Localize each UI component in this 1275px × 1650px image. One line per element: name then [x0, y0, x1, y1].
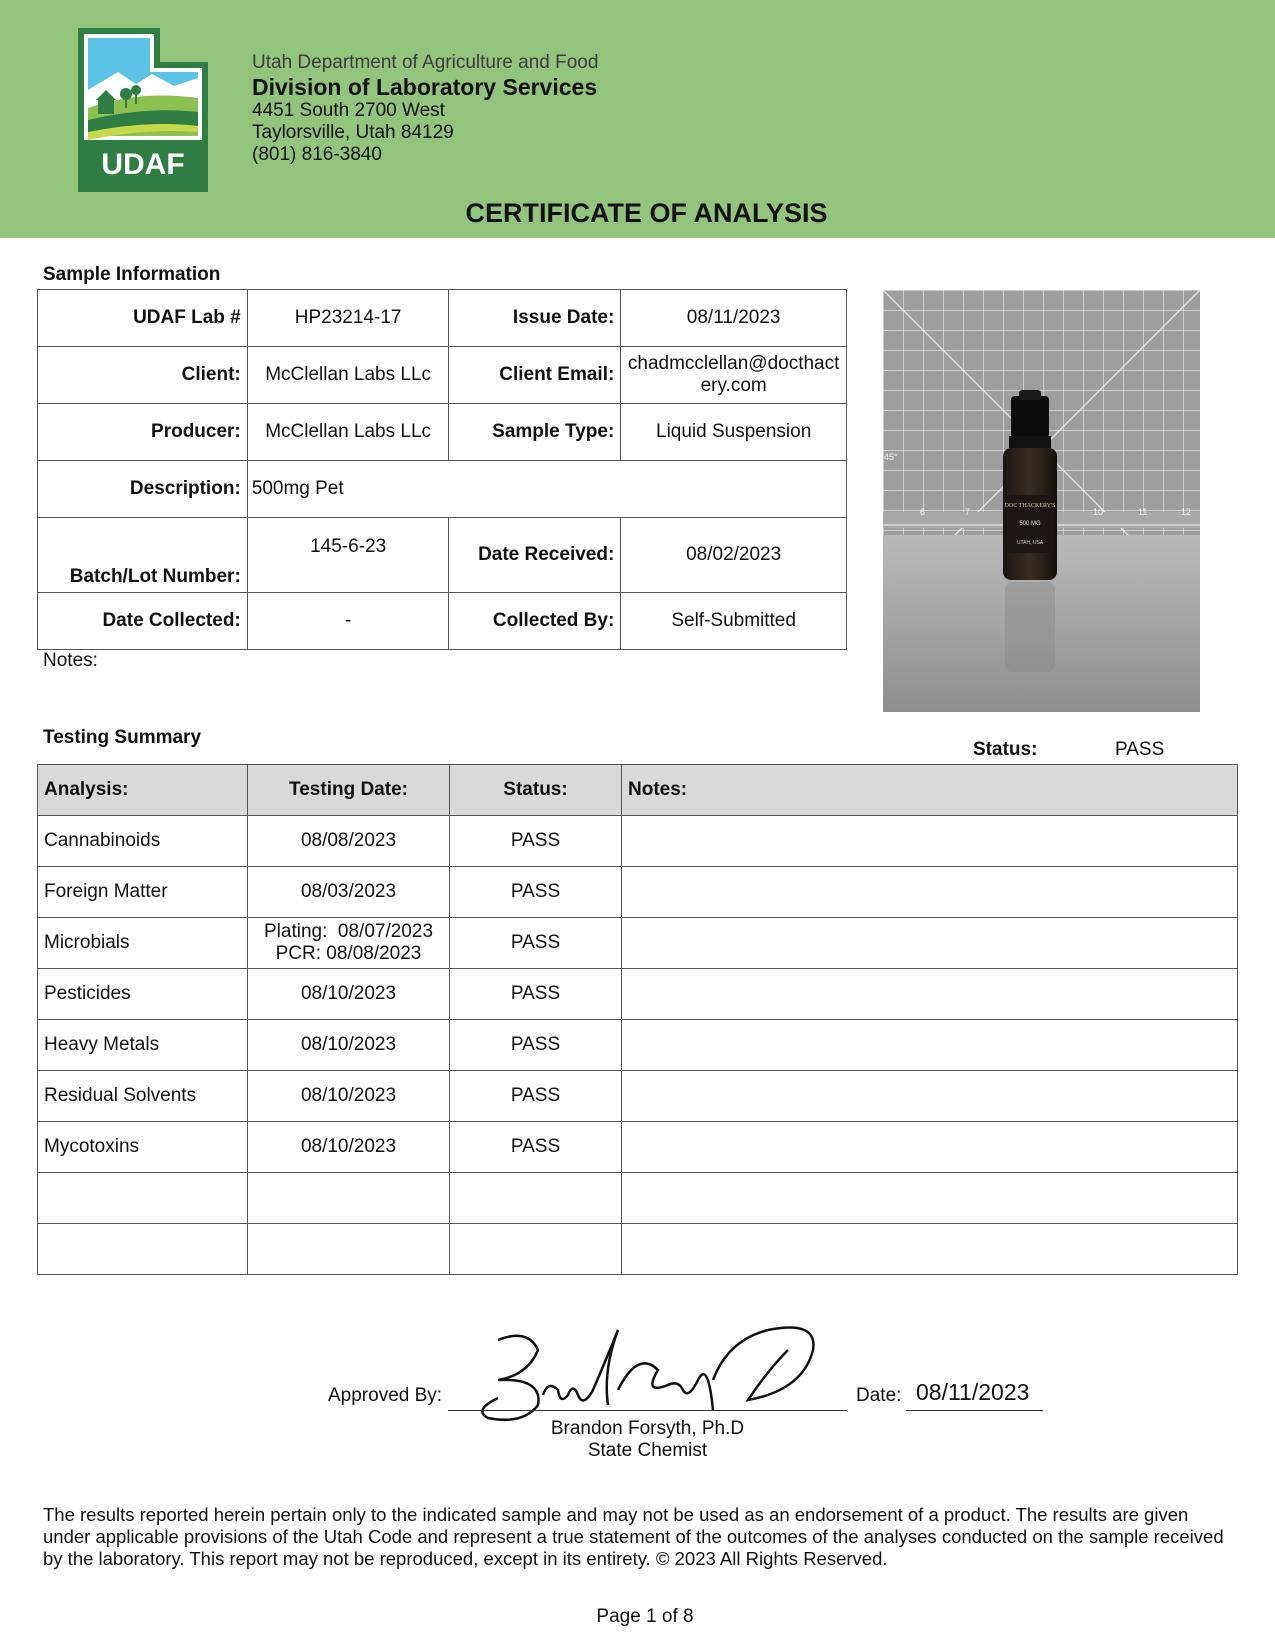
- table-row: [38, 1020, 1238, 1071]
- testing-date: 08/10/2023: [248, 1020, 450, 1071]
- notes-label: Notes:: [43, 650, 98, 671]
- table-row-empty: [38, 1224, 1238, 1275]
- table-row-empty: [38, 1173, 1238, 1224]
- issue-date-value: 08/11/2023: [621, 290, 847, 347]
- analysis-name: Microbials: [38, 918, 248, 969]
- disclaimer-text: The results reported herein pertain only to the indicated sample and may not be used as an endorsement of a product. The results are given under applicable provisions of the Utah Code and represent a true statement of the outcomes of the analyses conducted on the sample received by the laboratory. This report may not be reproduced, except in its entirety. © 2023 All Rights Reserved.: [43, 1504, 1224, 1569]
- sample-type-label: Sample Type:: [449, 404, 621, 461]
- table-row: [38, 1122, 1238, 1173]
- analysis-notes: [622, 918, 1238, 969]
- agency-block: [252, 52, 598, 166]
- approval-date-label: Date:: [856, 1385, 902, 1406]
- issue-date-label: Issue Date:: [449, 290, 621, 347]
- sample-type-value: Liquid Suspension: [621, 404, 847, 461]
- table-row: [38, 969, 1238, 1020]
- info-row-description: [38, 461, 847, 518]
- lab-no-label: UDAF Lab #: [38, 290, 248, 347]
- address-line-2: Taylorsville, Utah 84129: [252, 122, 454, 143]
- overall-status-value: PASS: [1115, 739, 1165, 760]
- testing-date: 08/03/2023: [248, 867, 450, 918]
- address-line-1: 4451 South 2700 West: [252, 100, 445, 121]
- signer-title: State Chemist: [587, 1440, 708, 1461]
- client-email-label: Client Email:: [449, 347, 621, 404]
- approved-by-label: Approved By:: [328, 1385, 443, 1406]
- testing-date: 08/10/2023: [248, 969, 450, 1020]
- analysis-notes: [622, 1122, 1238, 1173]
- testing-date: 08/10/2023: [248, 1071, 450, 1122]
- ruler-number-10: 10: [1093, 507, 1104, 517]
- testing-date: 08/08/2023: [248, 816, 450, 867]
- testing-date: [248, 918, 450, 969]
- lab-no-value: HP23214-17: [247, 290, 449, 347]
- table-row: [38, 867, 1238, 918]
- table-row: [38, 816, 1238, 867]
- bottle-origin: UTAH, USA: [1016, 540, 1044, 546]
- testing-date-plating: Plating: 08/07/2023: [263, 921, 434, 942]
- sample-photo: [883, 290, 1200, 712]
- analysis-name: Pesticides: [38, 969, 248, 1020]
- info-row-producer: [38, 404, 847, 461]
- col-notes-header: Notes:: [622, 765, 1238, 816]
- producer-label: Producer:: [38, 404, 248, 461]
- analysis-notes: [622, 867, 1238, 918]
- analysis-notes: [622, 1020, 1238, 1071]
- collected-by-value: Self-Submitted: [621, 593, 847, 650]
- analysis-status: PASS: [450, 1122, 622, 1173]
- document-title: [0, 198, 1275, 229]
- approval-date-value: 08/11/2023: [906, 1379, 1043, 1411]
- document-title-text: CERTIFICATE OF ANALYSIS: [465, 198, 828, 228]
- analysis-notes: [622, 1071, 1238, 1122]
- producer-value: McClellan Labs LLc: [247, 404, 449, 461]
- analysis-status: PASS: [450, 1071, 622, 1122]
- signer-block: [448, 1418, 847, 1462]
- batch-label: Batch/Lot Number:: [38, 518, 248, 593]
- client-value: McClellan Labs LLc: [247, 347, 449, 404]
- summary-header-row: [38, 765, 1238, 816]
- table-row: [38, 918, 1238, 969]
- analysis-status: PASS: [450, 816, 622, 867]
- info-row-client: [38, 347, 847, 404]
- info-row-collected: [38, 593, 847, 650]
- col-analysis-header: Analysis:: [38, 765, 248, 816]
- logo-text: UDAF: [101, 148, 185, 181]
- analysis-status: PASS: [450, 867, 622, 918]
- sample-info-title: Sample Information: [43, 264, 221, 285]
- analysis-name: Residual Solvents: [38, 1071, 248, 1122]
- description-label: Description:: [38, 461, 248, 518]
- analysis-name: Foreign Matter: [38, 867, 248, 918]
- analysis-status: PASS: [450, 969, 622, 1020]
- analysis-name: Heavy Metals: [38, 1020, 248, 1071]
- bottle-brand: DOC THACKERY'S: [1004, 503, 1056, 509]
- description-value: 500mg Pet: [247, 461, 846, 518]
- division-name: Division of Laboratory Services: [252, 74, 598, 100]
- analysis-name: Cannabinoids: [38, 816, 248, 867]
- date-collected-value: -: [247, 593, 449, 650]
- ruler-number-6: 6: [920, 507, 926, 517]
- testing-date: 08/10/2023: [248, 1122, 450, 1173]
- date-received-label: Date Received:: [449, 518, 621, 593]
- analysis-notes: [622, 969, 1238, 1020]
- sample-info-table: [37, 289, 847, 650]
- analysis-notes: [622, 816, 1238, 867]
- testing-date-pcr: PCR: 08/08/2023: [275, 943, 422, 964]
- signature: [468, 1320, 838, 1430]
- info-row-batch: [38, 518, 847, 593]
- analysis-status: PASS: [450, 1020, 622, 1071]
- col-status-header: Status:: [450, 765, 622, 816]
- signer-name: Brandon Forsyth, Ph.D: [550, 1418, 745, 1439]
- testing-summary-table: [37, 764, 1238, 1275]
- testing-summary-title: Testing Summary: [43, 727, 202, 748]
- ruler-number-7: 7: [965, 507, 971, 517]
- info-row-lab: [38, 290, 847, 347]
- bottle-strength: 500 MG: [1019, 521, 1041, 527]
- department-name: Utah Department of Agriculture and Food: [252, 52, 599, 73]
- udaf-logo: [78, 28, 208, 192]
- col-testing-date-header: Testing Date:: [248, 765, 450, 816]
- collected-by-label: Collected By:: [449, 593, 621, 650]
- batch-value: 145-6-23: [247, 518, 449, 593]
- date-collected-label: Date Collected:: [38, 593, 248, 650]
- analysis-name: Mycotoxins: [38, 1122, 248, 1173]
- analysis-status: PASS: [450, 918, 622, 969]
- ruler-number-11: 11: [1138, 507, 1148, 517]
- overall-status-label: Status:: [973, 739, 1038, 760]
- client-label: Client:: [38, 347, 248, 404]
- date-received-value: 08/02/2023: [621, 518, 847, 593]
- phone-number: (801) 816-3840: [252, 144, 382, 165]
- table-row: [38, 1071, 1238, 1122]
- ruler-angle-mark: 45°: [884, 452, 898, 462]
- page-number: Page 1 of 8: [596, 1606, 694, 1627]
- client-email-value: chadmcclellan@docthactery.com: [621, 347, 847, 404]
- ruler-number-12: 12: [1181, 507, 1192, 517]
- signature-line: [448, 1410, 847, 1411]
- header-band: [0, 0, 1275, 238]
